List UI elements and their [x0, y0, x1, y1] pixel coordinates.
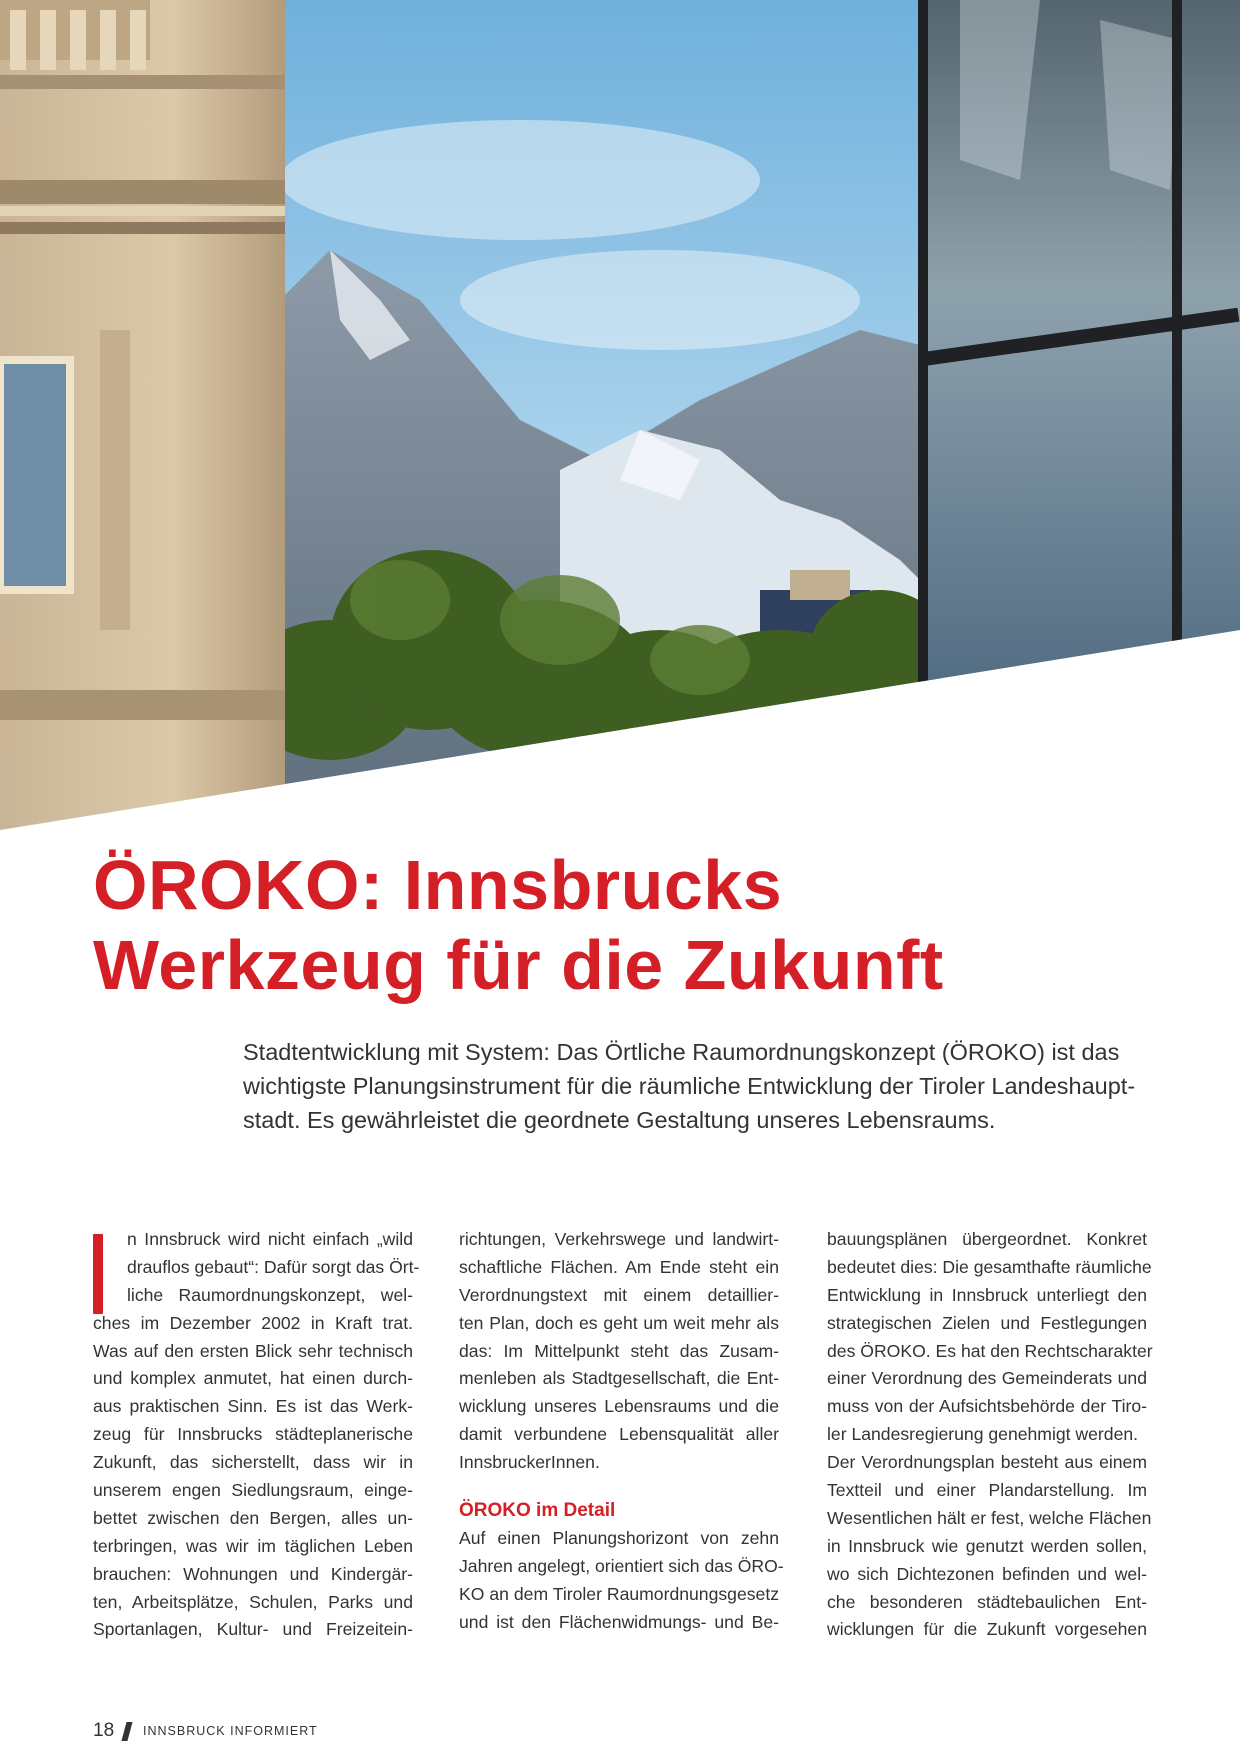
body-line: Entwicklung in Innsbruck unterliegt den — [827, 1284, 1147, 1305]
paragraph-gap — [459, 1477, 779, 1497]
hero-photo — [0, 0, 1240, 830]
body-line: Verordnungstext mit einem detaillier- — [459, 1284, 779, 1305]
body-line: Auf einen Planungshorizont von zehn — [459, 1527, 779, 1548]
body-line: strategischen Zielen und Festlegungen — [827, 1312, 1147, 1333]
lead-line: wichtigste Planungsinstrument für die räumliche Entwicklung der Tiroler Landeshaupt- — [243, 1073, 1136, 1099]
body-line: zeug für Innsbrucks städteplanerische — [93, 1424, 413, 1445]
column-3 — [827, 1226, 1153, 1644]
body-line: Der Verordnungsplan besteht aus einem — [827, 1452, 1147, 1473]
body-line: schaftliche Flächen. Am Ende steht ein — [459, 1256, 779, 1277]
column-2 — [459, 1226, 784, 1636]
publication-name: INNSBRUCK INFORMIERT — [143, 1724, 318, 1738]
body-line: bauungsplänen übergeordnet. Konkret — [827, 1229, 1147, 1249]
body-line: Textteil und einer Plandarstellung. Im — [827, 1480, 1147, 1501]
body-line: richtungen, Verkehrswege und landwirt- — [459, 1229, 779, 1249]
body-line: wo sich Dichtezonen befinden und wel- — [827, 1563, 1147, 1584]
body-line: wicklung unseres Lebensraums und die — [459, 1396, 779, 1417]
body-line: Jahren angelegt, orientiert sich das ÖRO- — [459, 1555, 784, 1576]
body-line: aus praktischen Sinn. Es ist das Werk- — [93, 1396, 413, 1417]
body-line: und ist den Flächenwidmungs- und Be- — [459, 1611, 779, 1632]
body-line: che besonderen städtebaulichen Ent- — [827, 1591, 1147, 1612]
body-line: einer Verordnung des Gemeinderats und — [827, 1368, 1147, 1389]
body-line: das: Im Mittelpunkt steht das Zusam- — [459, 1340, 779, 1361]
body-line: unserem engen Siedlungsraum, einge- — [93, 1480, 413, 1501]
body-line: in Innsbruck wie genutzt werden sollen, — [827, 1535, 1147, 1556]
body-line: terbringen, was wir im täglichen Leben — [93, 1535, 413, 1556]
body-line: Wesentlichen hält er fest, welche Flächen — [827, 1507, 1152, 1528]
body-line: brauchen: Wohnungen und Kindergär- — [93, 1563, 413, 1584]
body-line: wicklungen für die Zukunft vorgesehen — [827, 1619, 1147, 1640]
body-line: ches im Dezember 2002 in Kraft trat. — [93, 1312, 413, 1333]
body-line: bettet zwischen den Bergen, alles un- — [93, 1507, 413, 1528]
article-lead — [243, 1035, 1138, 1137]
body-line: n Innsbruck wird nicht einfach „wild — [127, 1229, 413, 1249]
body-line: drauflos gebaut“: Dafür sorgt das Ört- — [127, 1256, 420, 1277]
slash-divider — [121, 1722, 132, 1741]
body-line: Zukunft, das sicherstellt, dass wir in — [93, 1452, 413, 1473]
page-number: 18 — [93, 1720, 115, 1741]
lead-line: Stadtentwicklung mit System: Das Örtliche Raumordnungskonzept (ÖROKO) ist das — [243, 1039, 1120, 1065]
article-title — [93, 845, 1193, 1005]
body-line: ten Plan, doch es geht um weit mehr als — [459, 1312, 779, 1333]
body-line: menleben als Stadtgesellschaft, die Ent- — [459, 1368, 779, 1389]
body-line: Was auf den ersten Blick sehr technisch — [93, 1340, 413, 1361]
title-line: ÖROKO: Innsbrucks — [93, 846, 783, 924]
body-line: des ÖROKO. Es hat den Rechtscharakter — [827, 1340, 1153, 1361]
body-line: InnsbruckerInnen. — [459, 1452, 600, 1473]
body-line: damit verbundene Lebensqualität aller — [459, 1424, 779, 1445]
body-line: KO an dem Tiroler Raumordnungsgesetz — [459, 1583, 779, 1604]
body-line: ler Landesregierung genehmigt werden. — [827, 1424, 1139, 1445]
body-line: ten, Arbeitsplätze, Schulen, Parks und — [93, 1591, 413, 1612]
lead-line: stadt. Es gewährleistet die geordnete Gestaltung unseres Lebensraums. — [243, 1107, 996, 1133]
column-1 — [93, 1226, 420, 1644]
body-line: muss von der Aufsichtsbehörde der Tiro- — [827, 1396, 1147, 1417]
subheading: ÖROKO im Detail — [459, 1500, 616, 1522]
body-line: liche Raumordnungskonzept, wel- — [127, 1284, 413, 1305]
body-line: Sportanlagen, Kultur- und Freizeitein- — [93, 1619, 413, 1640]
title-line: Werkzeug für die Zukunft — [93, 926, 944, 1004]
body-line: und komplex anmutet, hat einen durch- — [93, 1368, 413, 1389]
body-line: bedeutet dies: Die gesamthafte räumliche — [827, 1256, 1152, 1277]
